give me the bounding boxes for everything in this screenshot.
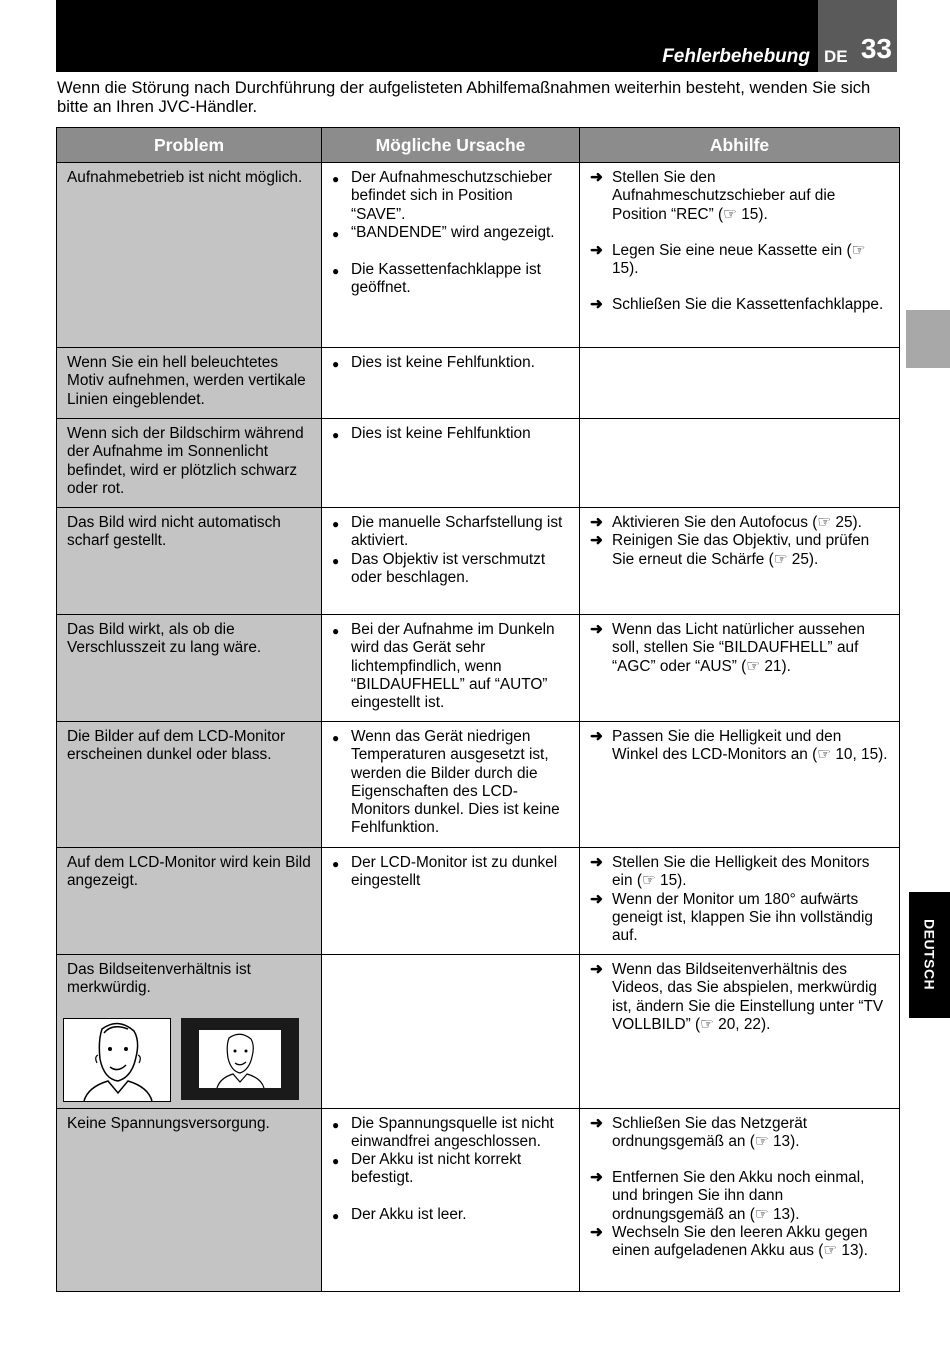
cause-text: Der Akku ist leer. [351,1205,467,1223]
remedy-text: Wenn das Licht natürlicher aussehen soll, stellen Sie “BILDAUFHELL” auf “AGC” oder “AUS” (☞ 21). [612,621,865,675]
language-code: DE [824,47,848,66]
cause-cell [322,722,580,848]
cause-item [332,1115,571,1152]
table-header-row [57,128,900,163]
remedy-text: Reinigen Sie das Objektiv, und prüfen Sie erneut die Schärfe (☞ 25). [612,532,870,568]
table-row [57,419,900,508]
bullet-icon: ● [332,517,340,531]
page-number: 33 [860,33,892,64]
cause-item [332,261,571,298]
remedy-text: Wenn der Monitor um 180° aufwärts geneigt ist, klappen Sie ihn vollständig auf. [612,890,873,945]
cause-item [332,551,571,588]
column-header-problem: Problem [57,128,322,163]
bullet-icon: ● [332,857,340,871]
remedy-item [590,854,891,891]
problem-cell: Aufnahmebetrieb ist nicht möglich. [57,163,322,348]
cause-cell [322,419,580,508]
cause-cell [322,615,580,722]
cause-item [332,854,571,891]
cause-cell [322,848,580,955]
table-row [57,508,900,615]
bullet-icon: ● [332,1117,340,1132]
cause-item [332,169,571,224]
cause-cell [322,955,580,1109]
remedy-text: Aktivieren Sie den Autofocus (☞ 25). [612,514,862,531]
remedy-item [590,728,891,765]
remedy-cell [580,1108,900,1291]
problem-cell [57,955,322,1109]
arrow-right-icon: ➜ [590,621,603,638]
table-row [57,955,900,1109]
remedy-cell [580,508,900,615]
cause-text: Dies ist keine Fehlfunktion [351,425,531,442]
bullet-icon: ● [332,1208,340,1223]
remedy-item [590,532,891,569]
arrow-right-icon: ➜ [590,1169,603,1187]
remedy-text: Stellen Sie die Helligkeit des Monitors ein (☞ 15). [612,854,870,890]
arrow-right-icon: ➜ [590,514,603,531]
column-header-cause: Mögliche Ursache [322,128,580,163]
language-tab-label: DEUTSCH [921,919,938,991]
section-marker-tab [906,310,950,368]
problem-cell: Wenn Sie ein hell beleuchtetes Motiv aufnehmen, werden vertikale Linien eingeblendet. [57,348,322,419]
cause-text: Bei der Aufnahme im Dunkeln wird das Gerät sehr lichtempfindlich, wenn “BILDAUFHELL” auf “AUTO” eingestellt ist. [351,621,555,712]
header-bar [56,0,818,72]
cause-cell [322,1108,580,1291]
cause-text: Das Objektiv ist verschmutzt oder beschlagen. [351,550,546,586]
aspect-ratio-illustrations [63,1018,313,1102]
table-row [57,615,900,722]
bullet-icon: ● [332,172,340,186]
cause-item [332,224,571,243]
arrow-right-icon: ➜ [590,961,603,978]
cause-item [332,1206,571,1225]
arrow-right-icon: ➜ [590,296,603,314]
remedy-item [590,514,891,532]
problem-text: Das Bildseitenverhältnis ist merkwürdig. [67,961,251,997]
bullet-icon: ● [332,624,340,638]
table-row [57,848,900,955]
problem-cell: Keine Spannungsversorgung. [57,1108,322,1291]
table-row [57,1108,900,1291]
remedy-text: Schließen Sie die Kassettenfachklappe. [612,296,884,314]
remedy-cell [580,848,900,955]
intro-text: Wenn die Störung nach Durchführung der aufgelisteten Abhilfemaßnahmen weiterhin besteht, wenden Sie sich bitte an Ihren JVC-Händler. [57,78,871,116]
arrow-right-icon: ➜ [590,728,603,745]
cause-text: Der Akku ist nicht korrekt befestigt. [351,1151,522,1187]
remedy-text: Legen Sie eine neue Kassette ein (☞ 15). [612,241,866,278]
remedy-cell [580,615,900,722]
problem-cell: Das Bild wirkt, als ob die Verschlusszeit zu lang wäre. [57,615,322,722]
cause-item [332,425,571,444]
troubleshooting-table [56,127,900,1292]
bullet-icon: ● [332,264,340,279]
cause-text: “BANDENDE” wird angezeigt. [351,223,555,241]
remedy-text: Wechseln Sie den leeren Akku gegen einen aufgeladenen Akku aus (☞ 13). [612,1224,868,1260]
remedy-item [590,1224,891,1261]
remedy-item [590,1115,891,1152]
table-row [57,348,900,419]
cause-cell [322,508,580,615]
remedy-text: Entfernen Sie den Akku noch einmal, und bringen Sie ihn dann ordnungsgemäß an (☞ 13). [612,1169,865,1223]
language-tab [909,892,950,1018]
cause-item [332,354,571,373]
remedy-item [590,961,891,1034]
cause-cell [322,348,580,419]
arrow-right-icon: ➜ [590,169,603,186]
arrow-right-icon: ➜ [590,1224,603,1242]
remedy-text: Stellen Sie den Aufnahmeschutzschieber auf die Position “REC” (☞ 15). [612,169,836,223]
remedy-item [590,1169,891,1224]
bullet-icon: ● [332,1154,340,1169]
troubleshooting-table-wrap [56,127,899,1292]
remedy-text: Schließen Sie das Netzgerät ordnungsgemäß an (☞ 13). [612,1114,808,1150]
cause-text: Wenn das Gerät niedrigen Temperaturen ausgesetzt ist, werden die Bilder durch die Eigenschaften des LCD-Monitors dunkel. Dies ist keine Fehlfunktion. [351,728,560,837]
cause-item [332,728,571,838]
remedy-item [590,891,891,946]
bullet-icon: ● [332,553,340,568]
section-title: Fehlerbehebung [662,46,810,67]
arrow-right-icon: ➜ [590,241,603,259]
cause-text: Der Aufnahmeschutzschieber befindet sich in Position “SAVE”. [351,169,553,223]
problem-cell: Die Bilder auf dem LCD-Monitor erscheinen dunkel oder blass. [57,722,322,848]
page-number-box [818,0,897,72]
remedy-cell [580,348,900,419]
remedy-cell [580,419,900,508]
cause-text: Die manuelle Scharfstellung ist aktiviert. [351,514,563,550]
full-screen-face-illustration [63,1018,171,1102]
column-header-remedy: Abhilfe [580,128,900,163]
cause-cell [322,163,580,348]
remedy-item [590,621,891,676]
arrow-right-icon: ➜ [590,1114,603,1132]
cause-item [332,514,571,551]
remedy-item [590,242,891,279]
bullet-icon: ● [332,357,340,371]
bullet-icon: ● [332,226,340,241]
letterbox-face-illustration [181,1018,299,1100]
cause-item [332,1151,571,1188]
remedy-text: Wenn das Bildseitenverhältnis des Videos, das Sie abspielen, merkwürdig ist, ändern Sie die Einstellung unter “TV VOLLBILD” (☞ 20, 22). [612,961,884,1033]
remedy-item [590,169,891,224]
table-row [57,163,900,348]
remedy-cell [580,722,900,848]
problem-cell: Das Bild wird nicht automatisch scharf gestellt. [57,508,322,615]
cause-text: Die Kassettenfachklappe ist geöffnet. [351,261,541,297]
cause-text: Der LCD-Monitor ist zu dunkel eingestellt [351,854,558,890]
remedy-text: Passen Sie die Helligkeit und den Winkel des LCD-Monitors an (☞ 10, 15). [612,728,888,764]
bullet-icon: ● [332,428,340,442]
remedy-cell [580,163,900,348]
remedy-item [590,296,891,314]
bullet-icon: ● [332,731,340,745]
cause-text: Dies ist keine Fehlfunktion. [351,354,535,371]
arrow-right-icon: ➜ [590,890,603,908]
cause-text: Die Spannungsquelle ist nicht einwandfrei angeschlossen. [351,1114,554,1150]
arrow-right-icon: ➜ [590,854,603,871]
remedy-cell [580,955,900,1109]
problem-cell: Wenn sich der Bildschirm während der Aufnahme im Sonnenlicht befindet, wird er plötzlich schwarz oder rot. [57,419,322,508]
problem-cell: Auf dem LCD-Monitor wird kein Bild angezeigt. [57,848,322,955]
arrow-right-icon: ➜ [590,532,603,550]
table-row [57,722,900,848]
cause-item [332,621,571,712]
